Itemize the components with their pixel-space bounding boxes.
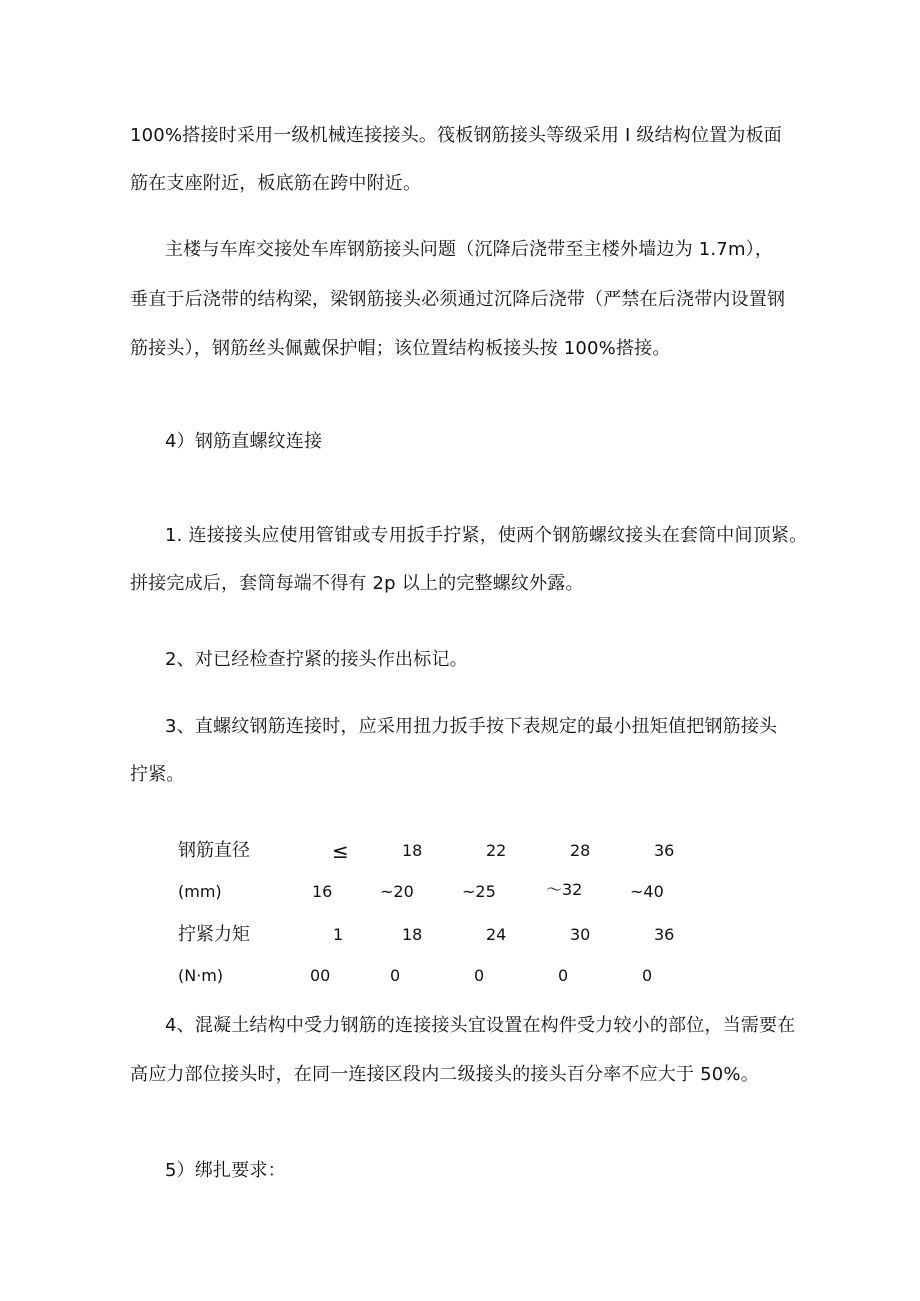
table-label-nm: (N·m) xyxy=(178,966,224,985)
table-cell: 24 xyxy=(486,925,507,944)
table-cell: ~20 xyxy=(380,882,414,901)
table-cell: ～32 xyxy=(546,880,583,899)
section-heading-5: 5）绑扎要求： xyxy=(165,1160,286,1181)
table-cell: ~40 xyxy=(630,882,664,901)
table-cell: 1 xyxy=(333,925,344,944)
table-cell: 30 xyxy=(570,925,591,944)
paragraph-2-line-1: 主楼与车库交接处车库钢筋接头问题（沉降后浇带至主楼外墙边为 1.7m）， xyxy=(165,239,774,260)
table-cell: 0 xyxy=(558,966,569,985)
paragraph-1-line-2: 筋在支座附近，板底筋在跨中附近。 xyxy=(130,173,422,194)
paragraph-2-line-2: 垂直于后浇带的结构梁，梁钢筋接头必须通过沉降后浇带（严禁在后浇带内设置钢 xyxy=(130,289,786,310)
section-heading-4: 4）钢筋直螺纹连接 xyxy=(165,431,323,452)
table-cell: 36 xyxy=(654,841,675,860)
paragraph-2-line-3: 筋接头），钢筋丝头佩戴保护帽；该位置结构板接头按 100%搭接。 xyxy=(130,338,671,359)
list-item-1-line-1: 1. 连接接头应使用管钳或专用扳手拧紧，使两个钢筋螺纹接头在套筒中间顶紧。 xyxy=(165,525,808,546)
list-item-4-line-1: 4、混凝土结构中受力钢筋的连接接头宜设置在构件受力较小的部位，当需要在 xyxy=(165,1015,796,1036)
table-cell: 18 xyxy=(402,841,423,860)
table-cell: 36 xyxy=(654,925,675,944)
table-cell: ≤ xyxy=(332,839,349,863)
table-label-diameter: 钢筋直径 xyxy=(178,840,250,861)
list-item-3-line-2: 拧紧。 xyxy=(130,764,185,785)
list-item-2: 2、对已经检查拧紧的接头作出标记。 xyxy=(165,649,468,670)
table-cell: 0 xyxy=(390,966,401,985)
table-cell: 16 xyxy=(312,882,333,901)
table-cell: 0 xyxy=(474,966,485,985)
list-item-4-line-2: 高应力部位接头时，在同一连接区段内二级接头的接头百分率不应大于 50%。 xyxy=(130,1064,759,1085)
table-label-mm: (mm) xyxy=(178,882,222,901)
table-cell: 18 xyxy=(402,925,423,944)
table-label-torque: 拧紧力矩 xyxy=(178,924,250,945)
table-cell: ~25 xyxy=(462,882,496,901)
list-item-3-line-1: 3、直螺纹钢筋连接时，应采用扭力扳手按下表规定的最小扭矩值把钢筋接头 xyxy=(165,716,778,737)
list-item-1-line-2: 拼接完成后，套筒每端不得有 2p 以上的完整螺纹外露。 xyxy=(130,573,584,594)
table-cell: 28 xyxy=(570,841,591,860)
table-cell: 22 xyxy=(486,841,507,860)
table-cell: 00 xyxy=(310,966,331,985)
table-cell: 0 xyxy=(642,966,653,985)
paragraph-1-line-1: 100%搭接时采用一级机械连接接头。筏板钢筋接头等级采用 I 级结构位置为板面 xyxy=(130,125,783,146)
